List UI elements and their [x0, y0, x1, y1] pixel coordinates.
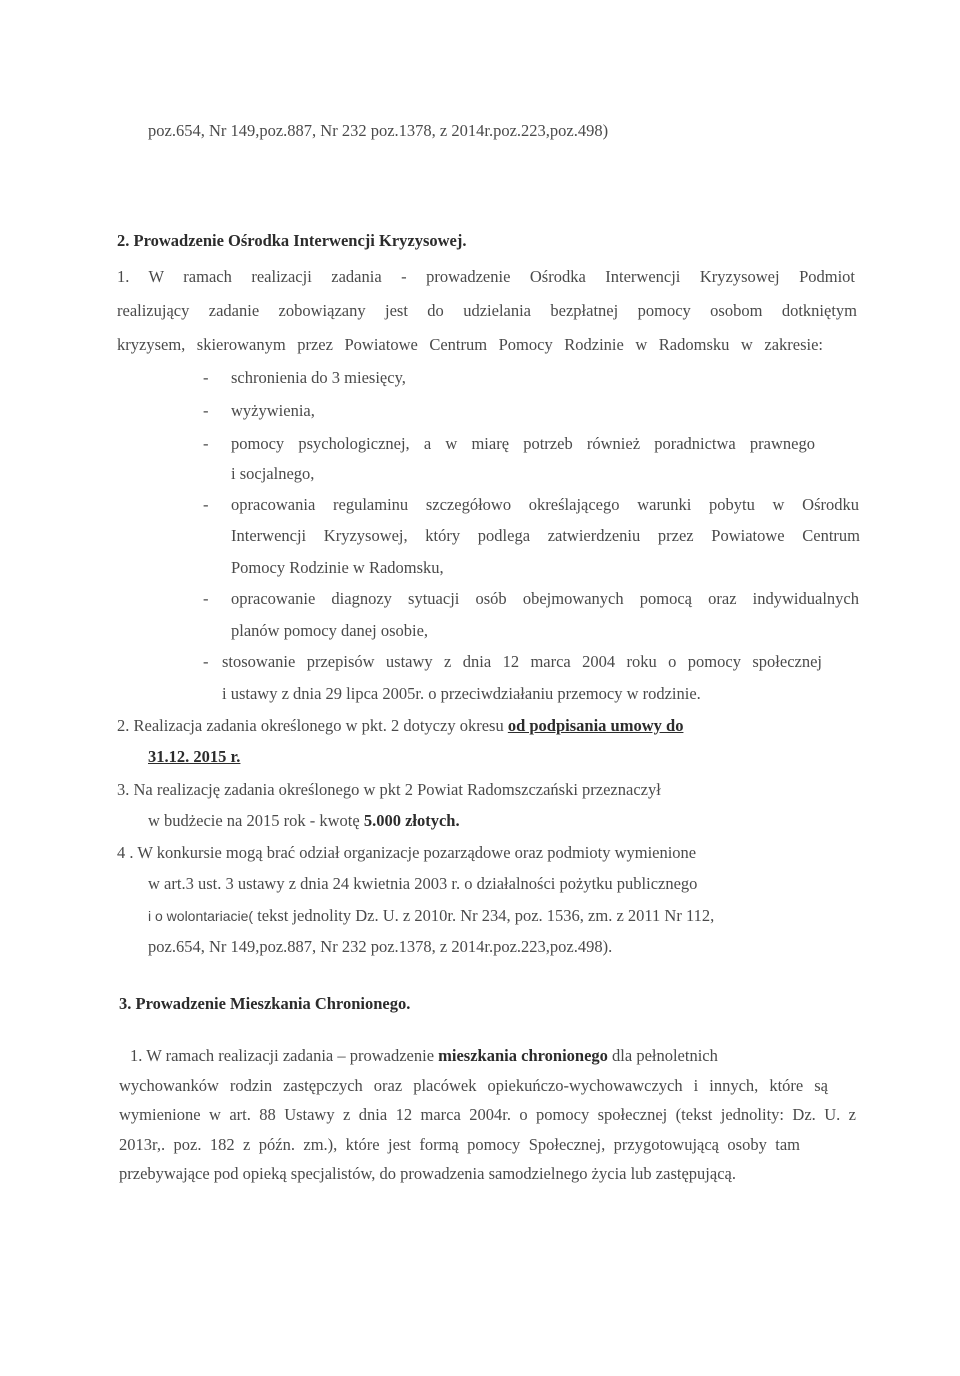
list-item: schronienia do 3 miesięcy,: [231, 368, 406, 387]
list-item-continued: Pomocy Rodzinie w Radomsku,: [231, 558, 444, 577]
section-3-text: dla pełnoletnich: [607, 1046, 718, 1065]
point-2-period: od podpisania umowy do: [507, 716, 684, 735]
bullet-dash: -: [203, 652, 209, 671]
point-4-line: w art.3 ust. 3 ustawy z dnia 24 kwietnia 2003 r. o działalności pożytku publicznego: [148, 874, 698, 893]
bullet-dash: -: [203, 434, 209, 453]
point-4-line: 4 . W konkursie mogą brać odział organizacje pozarządowe oraz podmioty wymienione: [117, 843, 697, 862]
point-2-end-date: 31.12. 2015 r.: [148, 747, 241, 766]
bullet-dash: -: [203, 589, 209, 608]
bullet-dash: -: [203, 401, 209, 420]
section-3-para-line: [130, 1045, 718, 1067]
list-item: opracowanie diagnozy sytuacji osób obejmowanych pomocą oraz indywidualnych: [231, 589, 859, 608]
point-3-amount-line: [148, 810, 460, 832]
point-3-amount: 5.000 złotych.: [363, 811, 460, 830]
point-2-text: 2. Realizacja zadania określonego w pkt. 2 dotyczy okresu: [117, 716, 508, 735]
list-item: opracowania regulaminu szczegółowo określającego warunki pobytu w Ośrodku: [231, 495, 859, 514]
section-3-para-line: przebywające pod opieką specjalistów, do prowadzenia samodzielnego życia lub zastępującą.: [119, 1164, 736, 1183]
section-3-para-line: wymienione w art. 88 Ustawy z dnia 12 marca 2004r. o pomocy społecznej (tekst jednolity: Dz. U. z: [119, 1105, 856, 1124]
list-item: pomocy psychologicznej, a w miarę potrzeb również poradnictwa prawnego: [231, 434, 815, 453]
list-item-continued: Interwencji Kryzysowej, który podlega zatwierdzeniu przez Powiatowe Centrum: [231, 526, 860, 545]
section-3-heading: 3. Prowadzenie Mieszkania Chronionego.: [119, 994, 411, 1013]
list-item-continued: i socjalnego,: [231, 464, 315, 483]
section-3-text: 1. W ramach realizacji zadania – prowadzenie: [130, 1046, 439, 1065]
section-2-para-line: realizujący zadanie zobowiązany jest do udzielania bezpłatnej pomocy osobom dotkniętym: [117, 301, 857, 320]
section-2-para-line: 1. W ramach realizacji zadania - prowadzenie Ośrodka Interwencji Kryzysowej Podmiot: [117, 267, 855, 286]
point-4-text: tekst jednolity Dz. U. z 2010r. Nr 234, poz. 1536, zm. z 2011 Nr 112,: [253, 906, 715, 925]
bullet-dash: -: [203, 495, 209, 514]
point-2-line: [117, 715, 807, 737]
point-3-text: w budżecie na 2015 rok - kwotę: [148, 811, 364, 830]
section-3-bold-term: mieszkania chronionego: [438, 1046, 608, 1065]
list-item: wyżywienia,: [231, 401, 315, 420]
point-4-line: [148, 905, 714, 927]
section-2-heading: 2. Prowadzenie Ośrodka Interwencji Kryzysowej.: [117, 231, 467, 250]
point-3-line: 3. Na realizację zadania określonego w pkt 2 Powiat Radomszczański przeznaczył: [117, 780, 661, 799]
point-4-line: poz.654, Nr 149,poz.887, Nr 232 poz.1378, z 2014r.poz.223,poz.498).: [148, 937, 613, 956]
list-item-continued: planów pomocy danej osobie,: [231, 621, 429, 640]
section-3-para-line: 2013r,. poz. 182 z późn. zm.), które jest formą pomocy Społecznej, przygotowującą osoby tam: [119, 1135, 800, 1154]
section-2-para-line: kryzysem, skierowanym przez Powiatowe Centrum Pomocy Rodzinie w Radomsku w zakresie:: [117, 335, 823, 354]
point-4-insert: i o wolontariacie(: [148, 908, 254, 924]
list-item: stosowanie przepisów ustawy z dnia 12 marca 2004 roku o pomocy społecznej: [222, 652, 822, 671]
list-item-continued: i ustawy z dnia 29 lipca 2005r. o przeciwdziałaniu przemocy w rodzinie.: [222, 684, 701, 703]
bullet-dash: -: [203, 368, 209, 387]
continuation-line: poz.654, Nr 149,poz.887, Nr 232 poz.1378, z 2014r.poz.223,poz.498): [148, 121, 609, 140]
section-3-para-line: wychowanków rodzin zastępczych oraz placówek opiekuńczo-wychowawczych i innych, które są: [119, 1076, 828, 1095]
